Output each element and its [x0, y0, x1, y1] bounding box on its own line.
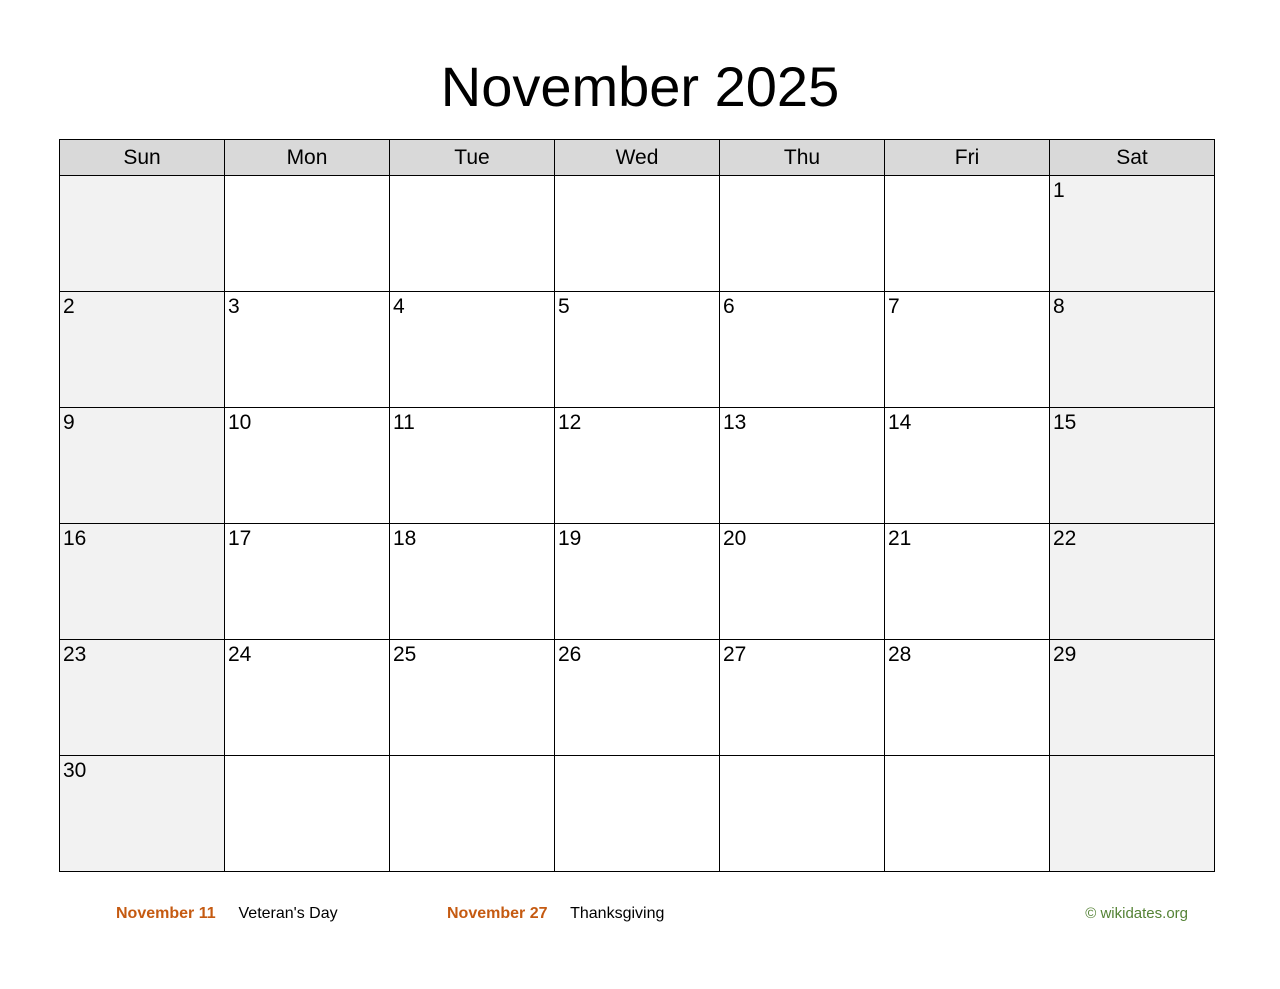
- day-cell: 16: [60, 524, 225, 640]
- holiday-2: [447, 903, 664, 925]
- day-cell: 17: [225, 524, 390, 640]
- day-cell: 6: [720, 292, 885, 408]
- day-cell: 18: [390, 524, 555, 640]
- day-cell: [720, 176, 885, 292]
- week-row: [60, 524, 1215, 640]
- day-cell: 20: [720, 524, 885, 640]
- day-cell: 12: [555, 408, 720, 524]
- weekday-sat: Sat: [1050, 140, 1215, 176]
- day-cell: [720, 756, 885, 872]
- day-cell: 21: [885, 524, 1050, 640]
- day-cell: 22: [1050, 524, 1215, 640]
- day-cell: 1: [1050, 176, 1215, 292]
- calendar-grid: [59, 139, 1215, 872]
- holiday-date: November 11: [116, 905, 216, 922]
- weekday-wed: Wed: [555, 140, 720, 176]
- weekday-header-row: [60, 140, 1215, 176]
- day-cell: 8: [1050, 292, 1215, 408]
- day-cell: [885, 756, 1050, 872]
- day-cell: 27: [720, 640, 885, 756]
- holiday-name: Thanksgiving: [570, 905, 665, 922]
- day-cell: [555, 176, 720, 292]
- day-cell: [390, 176, 555, 292]
- day-cell: 29: [1050, 640, 1215, 756]
- day-cell: 7: [885, 292, 1050, 408]
- day-cell: 26: [555, 640, 720, 756]
- day-cell: [225, 176, 390, 292]
- week-row: [60, 640, 1215, 756]
- day-cell: 30: [60, 756, 225, 872]
- week-row: [60, 292, 1215, 408]
- day-cell: [885, 176, 1050, 292]
- day-cell: 19: [555, 524, 720, 640]
- day-cell: 10: [225, 408, 390, 524]
- day-cell: 14: [885, 408, 1050, 524]
- weekday-sun: Sun: [60, 140, 225, 176]
- weekday-thu: Thu: [720, 140, 885, 176]
- page-title: November 2025: [440, 55, 840, 118]
- day-cell: [1050, 756, 1215, 872]
- day-cell: 11: [390, 408, 555, 524]
- day-cell: [60, 176, 225, 292]
- week-row: [60, 176, 1215, 292]
- weekday-mon: Mon: [225, 140, 390, 176]
- weekday-tue: Tue: [390, 140, 555, 176]
- day-cell: 2: [60, 292, 225, 408]
- holiday-date: November 27: [447, 905, 548, 922]
- site-credit: © wikidates.org: [1085, 905, 1188, 922]
- day-cell: 9: [60, 408, 225, 524]
- day-cell: 13: [720, 408, 885, 524]
- week-row: [60, 408, 1215, 524]
- day-cell: [555, 756, 720, 872]
- weekday-fri: Fri: [885, 140, 1050, 176]
- holiday-1: [116, 903, 338, 925]
- week-row: [60, 756, 1215, 872]
- day-cell: 25: [390, 640, 555, 756]
- day-cell: 4: [390, 292, 555, 408]
- day-cell: 24: [225, 640, 390, 756]
- holiday-name: Veteran's Day: [238, 905, 338, 922]
- day-cell: 3: [225, 292, 390, 408]
- day-cell: 28: [885, 640, 1050, 756]
- day-cell: 5: [555, 292, 720, 408]
- day-cell: 23: [60, 640, 225, 756]
- day-cell: [390, 756, 555, 872]
- day-cell: [225, 756, 390, 872]
- day-cell: 15: [1050, 408, 1215, 524]
